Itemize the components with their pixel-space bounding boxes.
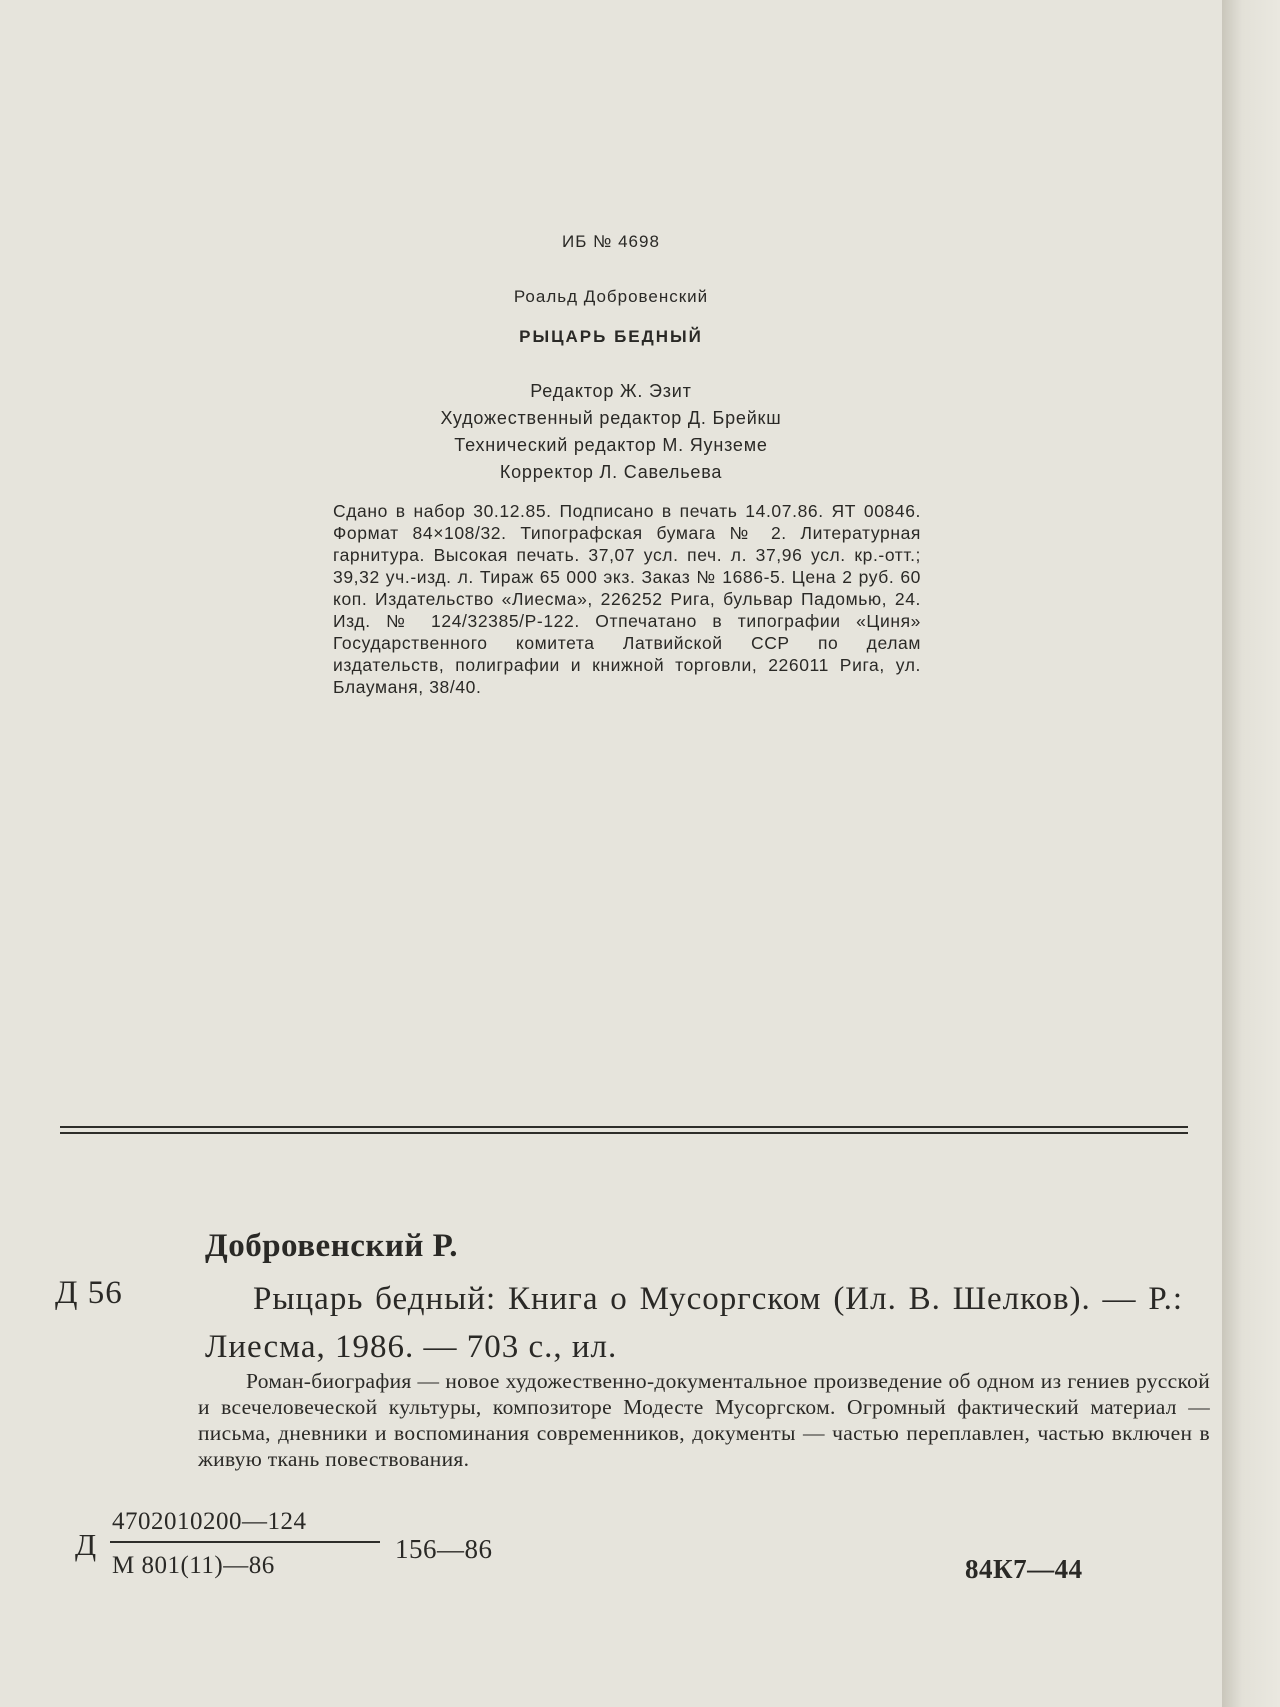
divider-rule	[60, 1126, 1188, 1128]
catalog-author: Добровенский Р.	[205, 1228, 458, 1264]
imprint-title: РЫЦАРЬ БЕДНЫЙ	[519, 327, 703, 346]
catalog-title-line: Рыцарь бедный: Книга о Мусоргском (Ил. В. Шелков). — Р.: Лиесма, 1986. — 703 с., ил.	[205, 1281, 1183, 1365]
staff-proofreader: Корректор Л. Савельева	[499, 462, 723, 482]
code-fraction-line	[110, 1541, 380, 1543]
staff-editor: Редактор Ж. Эзит	[530, 381, 692, 401]
catalog-index: Д 56	[55, 1275, 123, 1311]
staff-list	[0, 378, 1222, 486]
catalog-annotation: Роман-биография — новое художественно-документальное произведение об одном из гениев русской и всечеловеческой культуры, композиторе Модесте Мусоргском. Огромный фактический материал — письма, дневники и воспоминания современников, документы — частью переплавлен, частью включен в живую ткань повествования.	[198, 1369, 1210, 1471]
code-prefix: Д	[75, 1527, 97, 1562]
next-page-edge	[1222, 0, 1280, 1707]
code-numerator: 4702010200—124	[112, 1508, 307, 1535]
code-bbk: 84К7—44	[965, 1554, 1083, 1584]
code-denominator: М 801(11)—86	[112, 1552, 275, 1579]
publication-details: Сдано в набор 30.12.85. Подписано в печать 14.07.86. ЯТ 00846. Формат 84×108/32. Типографская бумага № 2. Литературная гарнитура. Высокая печать. 37,07 усл. печ. л. 37,96 усл. кр.-отт.; 39,32 уч.-изд. л. Тираж 65 000 экз. Заказ № 1686-5. Цена 2 руб. 60 коп. Издательство «Лиесма», 226252 Рига, бульвар Падомью, 24. Изд. № 124/32385/Р-122. Отпечатано в типографии «Циня» Государственного комитета Латвийской ССР по делам издательств, полиграфии и книжной торговли, 226011 Рига, ул. Блауманя, 38/40.	[333, 501, 921, 697]
staff-tech-editor: Технический редактор М. Яунземе	[454, 435, 768, 455]
staff-art-editor: Художественный редактор Д. Брейкш	[440, 408, 782, 428]
imprint-author: Роальд Добровенский	[513, 287, 709, 306]
divider-rule	[60, 1132, 1188, 1134]
ib-number: ИБ № 4698	[562, 232, 660, 251]
code-middle: 156—86	[395, 1534, 493, 1564]
